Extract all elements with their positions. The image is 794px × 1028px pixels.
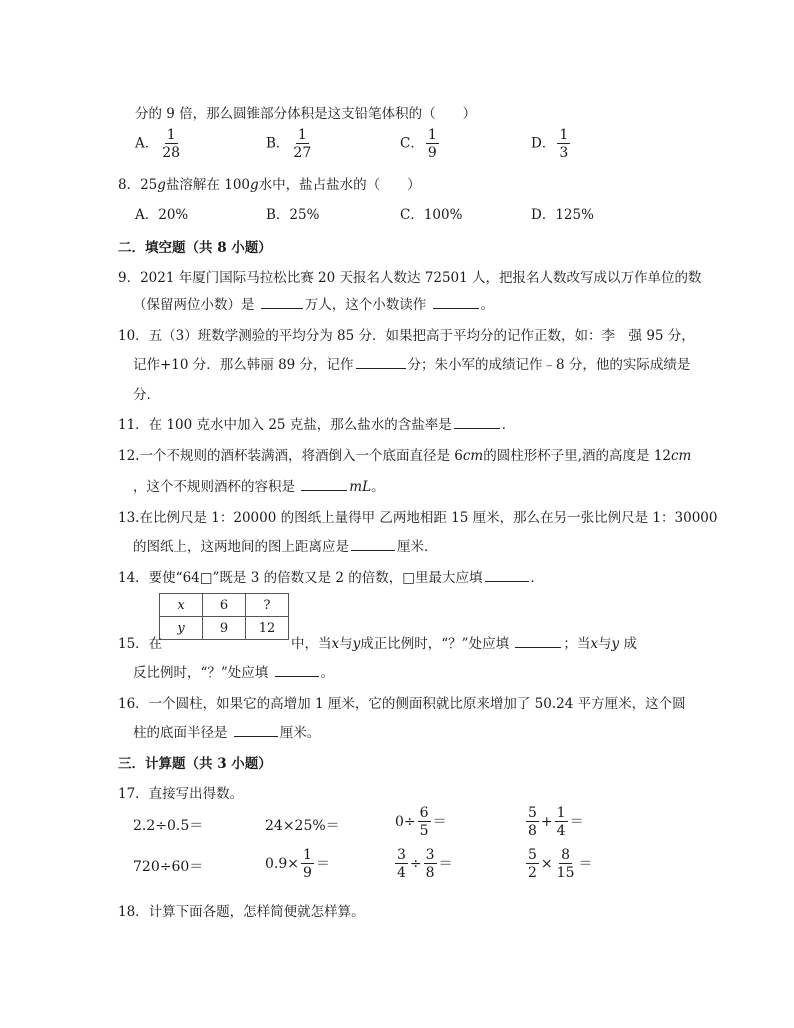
q15-pre: 15．在: [118, 636, 163, 652]
q15-table: [159, 593, 289, 640]
q15-cell: y: [160, 617, 203, 640]
q8-option-a: A．20%: [135, 207, 189, 223]
q15-blank-2[interactable]: [275, 664, 319, 677]
q8-text: 8．25g盐溶解在 100g水中，盐占盐水的（ ）: [118, 177, 421, 193]
q15-cell: 9: [203, 617, 246, 640]
q18-text: 18．计算下面各题，怎样简便就怎样算。: [118, 904, 365, 920]
q11-text: 11．在 100 克水中加入 25 克盐，那么盐水的含盐率是 ．: [118, 417, 516, 433]
calc-r1c1: 2.2÷0.5＝: [133, 818, 204, 834]
q15-line1: 中，当x与y成正比例时，“？”处应填 ；当x与y 成: [291, 636, 637, 652]
q15-line2: 反比例时，“？”处应填 。: [133, 665, 335, 681]
q16-line1: 16．一个圆柱，如果它的高增加 1 厘米，它的侧面积就比原来增加了 50.24 平方厘米，这个圆: [118, 696, 686, 712]
section-heading-fill-blank: 二．填空题（共 8 小题）: [118, 240, 272, 256]
q10-line1: 10．五（3）班数学测验的平均分为 85 分．如果把高于平均分的记作正数，如：李 强 95 分，: [118, 328, 695, 344]
calc-r2c4: $\frac{5}{2}$ × $\frac{8}{15}$ ＝: [528, 847, 593, 881]
q16-line2: 柱的底面半径是 厘米。: [133, 725, 321, 741]
q15-cell: ?: [246, 594, 289, 617]
q15-blank-1[interactable]: [515, 635, 561, 648]
q8-option-d: D．125%: [531, 207, 594, 223]
q7-option-b: B． $\frac{1}{27}$: [266, 127, 312, 161]
q14-blank[interactable]: [485, 569, 529, 582]
q12-line2: ，这个不规则酒杯的容积是 mL。: [133, 479, 385, 495]
q11-blank[interactable]: [454, 416, 500, 429]
calc-r1c4: $\frac{5}{8}$ + $\frac{1}{4}$ ＝: [528, 805, 584, 839]
q9-blank-2[interactable]: [433, 296, 479, 309]
q14-text: 14．要使“64□”既是 3 的倍数又是 2 的倍数，□里最大应填 ．: [118, 570, 545, 586]
q8-option-c: C．100%: [400, 207, 463, 223]
q12-line1: 12.一个不规则的酒杯装满酒，将酒倒入一个底面直径是 6cm的圆柱形杯子里,酒的高度是 12cm: [118, 448, 692, 464]
q10-line3: 分．: [133, 387, 160, 403]
q13-line1: 13.在比例尺是 1：20000 的图纸上量得甲 乙两地相距 15 厘米，那么在另一张比例尺是 1：30000: [118, 510, 718, 526]
q17-text: 17．直接写出得数。: [118, 786, 244, 802]
q15-cell: x: [160, 594, 203, 617]
q10-line2: 记作+10 分．那么韩丽 89 分，记作 分；朱小军的成绩记作﹣8 分，他的实际成绩是: [133, 357, 691, 373]
q7-text: 分的 9 倍，那么圆锥部分体积是这支铅笔体积的（ ）: [135, 106, 477, 122]
calc-r2c2: 0.9× $\frac{1}{9}$ ＝: [265, 847, 330, 881]
q7-option-c: C． $\frac{1}{9}$: [400, 127, 437, 161]
section-heading-calculation: 三．计算题（共 3 小题）: [118, 756, 272, 772]
q7-option-a: A． $\frac{1}{28}$: [135, 127, 181, 161]
q9-blank-1[interactable]: [261, 296, 303, 309]
calc-r2c3: $\frac{3}{4}$ ÷ $\frac{3}{8}$ ＝: [397, 847, 453, 881]
q7-option-d: D． $\frac{1}{3}$: [531, 127, 569, 161]
q15-cell: 12: [246, 617, 289, 640]
q13-blank[interactable]: [351, 538, 395, 551]
calc-r1c2: 24×25%＝: [265, 818, 340, 834]
q16-blank[interactable]: [234, 724, 278, 737]
q12-blank[interactable]: [301, 478, 347, 491]
q9-line2: （保留两位小数）是 万人，这个小数读作 。: [133, 297, 495, 313]
q10-blank-1[interactable]: [356, 356, 406, 369]
q13-line2: 的图纸上，这两地间的图上距离应是 厘米．: [133, 539, 438, 555]
q9-line1: 9．2021 年厦门国际马拉松比赛 20 天报名人数达 72501 人，把报名人数改写成以万作单位的数: [118, 270, 702, 286]
q15-cell: 6: [203, 594, 246, 617]
q8-option-b: B．25%: [266, 207, 320, 223]
calc-r2c1: 720÷60＝: [133, 859, 204, 875]
calc-r1c3: 0÷ $\frac{6}{5}$ ＝: [395, 805, 447, 839]
